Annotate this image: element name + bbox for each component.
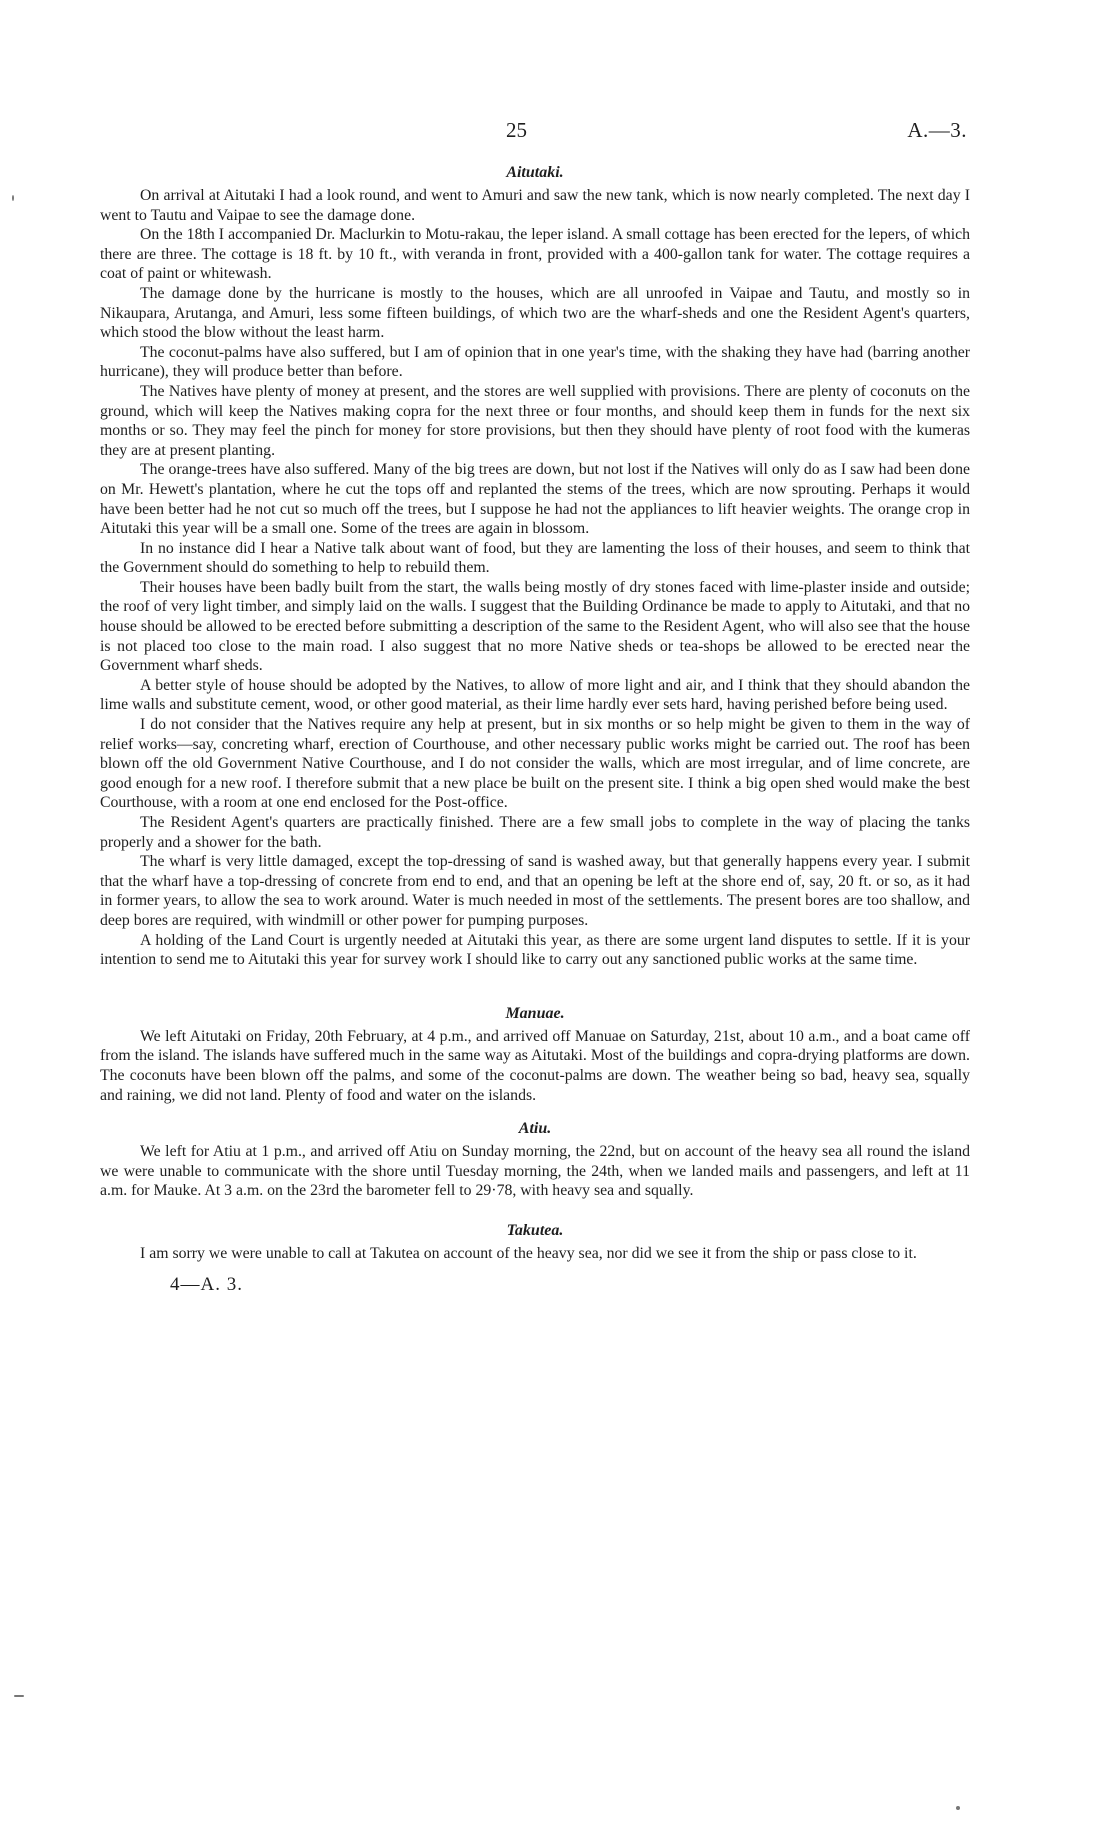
scan-speck (12, 195, 14, 201)
section-manuae (100, 1004, 970, 1105)
section-takutea (100, 1221, 970, 1264)
paragraph: The wharf is very little damaged, except the top-dressing of sand is washed away, but that generally happens every year. I submit that the wharf have a top-dressing of concrete from end to end, and that an opening be left at the shore end of, say, 20 ft. or so, as it had in former years, to allow the sea to work around. Water is much needed in most of the settlements. The present bores are too shallow, and deep bores are required, with windmill or other power for pumping purposes. (100, 853, 970, 929)
paragraph: I am sorry we were unable to call at Takutea on account of the heavy sea, nor did we see it from the ship or pass close to it. (140, 1244, 917, 1262)
paragraph: The orange-trees have also suffered. Many of the big trees are down, but not lost if the Natives will only do as I saw had been done on Mr. Hewett's plantation, where he cut the tops off and replanted the stems of the trees, which are now sprouting. Perhaps it would have been better had he not cut so much off the trees, but I suppose he had not the appliances to lift heavier weights. The orange crop in Aitutaki this year will be a small one. Some of the trees are again in blossom. (100, 461, 970, 538)
signature-reference: 4—A. 3. (170, 1273, 243, 1295)
section-title: Manuae. (505, 1004, 565, 1022)
paragraph: Their houses have been badly built from the start, the walls being mostly of dry stones faced with lime-plaster inside and outside; the roof of very light timber, and simply laid on the walls. I suggest that the Building Ordinance be made to apply to Aitutaki, and that no house should be allowed to be erected before submitting a description of the same to the Resident Agent, who will also see that the house is not placed too close to the main road. I also suggest that no more Native sheds or tea-shops be allowed to be erected near the Government wharf sheds. (100, 578, 970, 675)
page-number: 25 (506, 118, 527, 142)
paragraph: We left for Atiu at 1 p.m., and arrived off Atiu on Sunday morning, the 22nd, but on account of the heavy sea all round the island we were unable to communicate with the shore until Tuesday morning, the 24th, when we landed mails and passengers, and left at 11 a.m. for Mauke. At 3 a.m. on the 23rd the barometer fell to 29·78, with heavy sea and squally. (100, 1143, 970, 1200)
section-atiu (100, 1119, 970, 1201)
section-title: Takutea. (506, 1221, 564, 1239)
paragraph: The damage done by the hurricane is mostly to the houses, which are all unroofed in Vaipae and Tautu, and mostly so in Nikaupara, Arutanga, and Amuri, less some fifteen buildings, of which two are the wharf-sheds and one the Resident Agent's quarters, which stood the blow without the least harm. (100, 284, 970, 342)
paragraph: On the 18th I accompanied Dr. Maclurkin to Motu-rakau, the leper island. A small cottage has been erected for the lepers, of which there are three. The cottage is 18 ft. by 10 ft., with veranda in front, provided with a 400-gallon tank for water. The cottage requires a coat of paint or whitewash. (100, 226, 970, 283)
scan-speck (956, 1806, 960, 1810)
paper-reference: A.—3. (907, 118, 967, 142)
paragraph: We left Aitutaki on Friday, 20th February, at 4 p.m., and arrived off Manuae on Saturday, 21st, about 10 a.m., and a boat came off from the island. The islands have suffered much in the same way as Aitutaki. Most of the buildings and copra-drying platforms are down. The coconuts have been blown off the palms, and some of the coconut-palms are down. The weather being so bad, heavy sea, squally and raining, we did not land. Plenty of food and water on the islands. (100, 1027, 970, 1104)
paragraph: I do not consider that the Natives require any help at present, but in six months or so help might be given to them in the way of relief works—say, concreting wharf, erection of Courthouse, and other necessary public works might be carried out. The roof has been blown off the old Government Native Courthouse, and I do not consider the walls, which are most irregular, and of lime concrete, are good enough for a new roof. I therefore submit that a new place be built on the present site. I think a big open shed would make the best Courthouse, with a room at one end enclosed for the Post-office. (100, 716, 970, 812)
section-title: Aitutaki. (506, 164, 564, 181)
page-body (100, 163, 970, 1296)
paragraph: A holding of the Land Court is urgently needed at Aitutaki this year, as there are some urgent land disputes to settle. If it is your intention to send me to Aitutaki this year for survey work I should like to carry out any sanctioned public works at the same time. (100, 931, 970, 969)
paragraph: The Natives have plenty of money at present, and the stores are well supplied with provisions. There are plenty of coconuts on the ground, which will keep the Natives making copra for the next three or four months, and should keep them in funds for the next six months or so. They may feel the pinch for money for store provisions, but then they should have plenty of root food with the kumeras they are at present planting. (100, 382, 970, 459)
paragraph: A better style of house should be adopted by the Natives, to allow of more light and air, and I think that they should abandon the lime walls and substitute cement, wood, or other good material, as their lime hardly ever sets hard, having perished before being used. (100, 676, 970, 714)
paragraph: On arrival at Aitutaki I had a look round, and went to Amuri and saw the new tank, which is now nearly completed. The next day I went to Tautu and Vaipae to see the damage done. (100, 187, 970, 224)
section-title: Atiu. (518, 1120, 552, 1138)
paragraph: The coconut-palms have also suffered, but I am of opinion that in one year's time, with the shaking they have had (barring another hurricane), they will produce better than before. (100, 343, 970, 381)
paragraph: In no instance did I hear a Native talk about want of food, but they are lamenting the loss of their houses, and seem to think that the Government should do something to help to rebuild them. (100, 539, 970, 577)
scan-speck (14, 1695, 24, 1697)
section-aitutaki (100, 163, 970, 970)
paragraph: The Resident Agent's quarters are practically finished. There are a few small jobs to complete in the way of placing the tanks properly and a shower for the bath. (100, 814, 970, 851)
page-header (0, 118, 1114, 148)
